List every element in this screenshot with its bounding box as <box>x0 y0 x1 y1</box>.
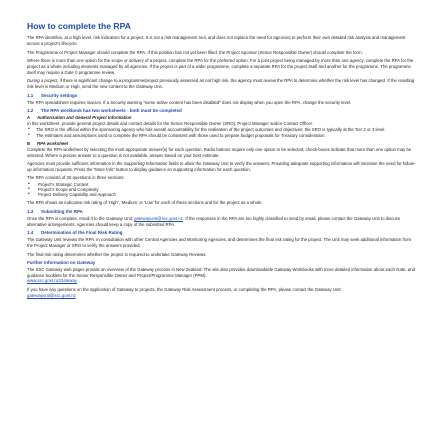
risk-rating-paragraph: The RPA shows an indicative risk rating of 'High', 'Medium' or 'Low' for each of these sections and for the project as a whole. <box>27 200 263 206</box>
sections-list <box>27 182 416 198</box>
authorisation-paragraph: In this worksheet, provide general project details and contact details for the Senior Responsible Owner (SRO), Project Manager and/or Contact Officer. <box>27 121 314 127</box>
list-item: • Project's Strategic Context <box>27 182 416 187</box>
authorisation-bullets <box>27 127 416 138</box>
sections-intro: The RPA consists of 26 questions in three sections: <box>27 175 125 181</box>
further-info-heading: Further Information on Gateway <box>27 260 96 266</box>
section-heading-worksheets: 1.2 The RPA workbook has two worksheets - both must be completed <box>27 108 182 114</box>
intro-paragraph: The RPA identifies, at a high level, risk indicators for a project. It is not a risk management tool, and does not replace the need for agencies to perform their own detailed risk analysis and management across a project's lifecycle. <box>27 35 406 47</box>
list-item: • Project Delivery Capability and Approach <box>27 192 416 197</box>
list-item: • The SRO is the official within the sponsoring agency who has overall accountability for the realisation of the project outcomes and objectives; the SRO is typically at the Tier 2 or 3 level. <box>27 127 416 132</box>
intro-paragraph: The Programme or Project Manager should complete the RPA. If this position has not yet been filled, the Project Sponsor (Senior Responsible Owner) should complete the form. <box>27 49 363 55</box>
security-paragraph: The RPA spreadsheet requires macros. If a Security warning *some active content has been disabled* does not display when you open the RPA, change the security level. <box>27 99 352 105</box>
during-project-paragraph <box>27 78 416 89</box>
during-text: if there is significant change to a programme/project previously assessed as not high risk, the agency must review the RPA to determine whether the risk level has changed. If the resulting risk level is Medium or High, send the new content to the Gateway Unit. <box>27 78 415 89</box>
subheading-rpa-worksheet: B RPA worksheet <box>27 140 69 146</box>
during-lead: During a project, <box>27 78 59 84</box>
gateway-url-line <box>27 278 416 284</box>
intro-paragraph: Where there is more than one option for the scope or delivery of a project, complete the RPA for the preferred option. For a joint project being managed by more than one agency, complete the RPA for the project as a whole including elements managed by all agencies. If the project is part of a wider programme, complete a separate RPA for the project itself and another for the programme. The programme itself may require a Gate 0 programme review. <box>27 58 414 75</box>
section-heading-security: 1.1 Security settings <box>27 92 78 98</box>
page-title: How to complete the RPA <box>27 21 131 31</box>
further-info-paragraph: The SSC Gateway web pages provide an overview of the Gateway process in New Zealand. The site also provides downloadable Gateway Workbooks with more detailed information about each Gate, and guidance booklets for the Senior Responsible Owner and Project/Programme Manager (PPM). <box>27 267 415 278</box>
section-heading-submitting: 1.3 Submitting the RPA <box>27 209 83 215</box>
supporting-info-paragraph: Agencies must provide sufficient information in the Supporting Information fields to allow the Gateway Unit to verify the answers. Providing adequate supporting information will minimise the need for follow-up information requests. Press the "More Info" button to display guidance on supporting information for each question. <box>27 161 416 172</box>
gateway-url-link[interactable]: www.ssc.govt.nz/Gateway <box>27 278 77 284</box>
contact-email-line <box>27 293 416 299</box>
gateway-email-link[interactable]: gatewayunit@ssc.govt.nz <box>134 216 183 222</box>
final-rating-paragraph: The final risk rating determines whether the project is required to undertake Gateway Reviews. <box>27 251 207 257</box>
final-rating-paragraph: The Gateway Unit reviews the RPA, in consultation with other Central Agencies and Monitoring Agencies, and determines the final risk rating for the project. The Unit may seek additional information from the Project Manager or SRO to verify the answers provided. <box>27 237 412 248</box>
list-item: • Project's Scope and Complexity <box>27 187 416 192</box>
submitting-paragraph: Once the RPA is complete, email it to the Gateway Unit: gatewayunit@ssc.govt.nz. If the responses in the RPA are too highly classified to send by email, please contact the Gateway Unit to discuss alternative arrangements. Agencies should keep a copy of the submitted RPA. <box>27 216 400 227</box>
contact-paragraph: If you have any questions on the application of Gateway to projects, the Gateway Risk Assessment process, or completing the RPA, please contact the Gateway Unit: <box>27 287 342 293</box>
list-item: • The estimates and assumptions used to complete the RPA should be consistent with those used to prepare budget proposals for Treasury consideration. <box>27 133 416 138</box>
subheading-authorisation: A Authorisation and General Project Information <box>27 115 132 121</box>
section-heading-final-rating: 1.4 Determination of the Final Risk Rating <box>27 230 123 236</box>
contact-email-link[interactable]: gatewayunit@ssc.govt.nz <box>27 292 76 298</box>
worksheet-paragraph: Complete the RPA worksheet by selecting the most appropriate answer(s) for each question. Radio buttons require only one option to be selected; check-boxes indicate that more than one option may be selected. Where a precise answer to a question is not available, answer based on your best estimate. <box>27 146 412 158</box>
